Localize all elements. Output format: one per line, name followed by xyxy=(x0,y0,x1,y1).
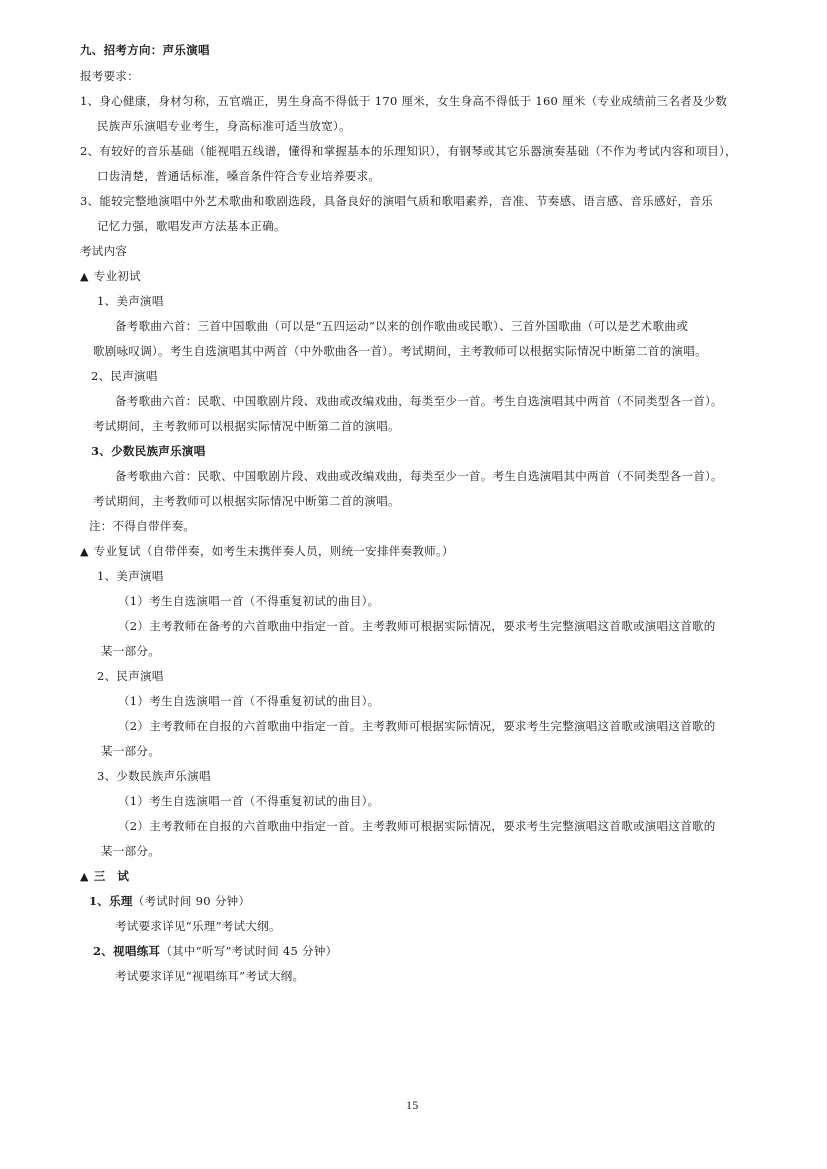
round3-title: 三 试 xyxy=(93,869,130,883)
requirement-2-line-1: 2、有较好的音乐基础（能视唱五线谱，懂得和掌握基本的乐理知识），有钢琴或其它乐器演奏基础（不作为考试内容和项目）， xyxy=(80,144,737,158)
round3-item-1-heading-line xyxy=(89,893,250,909)
round1-item-2-line-2: 考试期间，主考教师可以根据实际情况中断第二首的演唱。 xyxy=(93,419,400,433)
round1-note: 注：不得自带伴奏。 xyxy=(89,519,196,533)
round2-item-3-p1: （1）考生自选演唱一首（不得重复初试的曲目）。 xyxy=(118,794,380,808)
round3-item-1-heading: 1、乐理 xyxy=(89,894,133,908)
round2-item-2-p2-line-2: 某一部分。 xyxy=(101,744,160,758)
round1-title: 专业初试 xyxy=(93,269,141,283)
round1-item-2-line-1: 备考歌曲六首：民歌、中国歌剧片段、戏曲或改编戏曲，每类至少一首。考生自选演唱其中两首（不同类型各一首）。 xyxy=(115,394,723,408)
round2-item-2-p1: （1）考生自选演唱一首（不得重复初试的曲目）。 xyxy=(118,694,380,708)
triangle-marker-icon: ▲ xyxy=(80,270,89,283)
requirement-2-line-2: 口齿清楚，普通话标准，嗓音条件符合专业培养要求。 xyxy=(97,169,381,183)
exam-content-heading: 考试内容 xyxy=(80,244,128,258)
requirement-3-line-1: 3、能较完整地演唱中外艺术歌曲和歌剧选段，具备良好的演唱气质和歌唱素养，音准、节奏感、语言感、音乐感好，音乐 xyxy=(80,194,714,208)
round2-item-2-p2-line-1: （2）主考教师在自报的六首歌曲中指定一首。主考教师可根据实际情况，要求考生完整演唱这首歌或演唱这首歌的 xyxy=(118,719,716,733)
round1-heading xyxy=(80,268,141,285)
triangle-marker-icon: ▲ xyxy=(80,545,89,558)
round3-item-2-heading-note: （其中“听写”考试时间 45 分钟） xyxy=(160,944,338,958)
round3-heading xyxy=(80,868,129,885)
round1-item-3-line-2: 考试期间，主考教师可以根据实际情况中断第二首的演唱。 xyxy=(93,494,400,508)
round2-item-3-heading: 3、少数民族声乐演唱 xyxy=(97,769,211,783)
page-number: 15 xyxy=(406,1098,419,1112)
round1-item-2-heading: 2、民声演唱 xyxy=(91,369,158,383)
section-title: 九、招考方向：声乐演唱 xyxy=(80,43,210,57)
round2-item-1-p1: （1）考生自选演唱一首（不得重复初试的曲目）。 xyxy=(118,594,380,608)
requirement-3-line-2: 记忆力强，歌唱发声方法基本正确。 xyxy=(97,219,286,233)
round2-item-1-p2-line-1: （2）主考教师在备考的六首歌曲中指定一首。主考教师可根据实际情况，要求考生完整演唱这首歌或演唱这首歌的 xyxy=(118,619,716,633)
round2-heading xyxy=(80,543,454,560)
round2-item-3-p2-line-2: 某一部分。 xyxy=(101,844,160,858)
round2-item-2-heading: 2、民声演唱 xyxy=(97,669,164,683)
round2-item-1-heading: 1、美声演唱 xyxy=(97,569,164,583)
round1-item-3-heading: 3、少数民族声乐演唱 xyxy=(91,444,206,458)
round1-item-3-line-1: 备考歌曲六首：民歌、中国歌剧片段、戏曲或改编戏曲，每类至少一首。考生自选演唱其中两首（不同类型各一首）。 xyxy=(115,469,723,483)
round3-item-2-heading: 2、视唱练耳 xyxy=(93,944,161,958)
round3-item-1-line: 考试要求详见“乐理”考试大纲。 xyxy=(115,919,281,933)
requirements-heading: 报考要求： xyxy=(80,69,139,83)
round2-item-3-p2-line-1: （2）主考教师在自报的六首歌曲中指定一首。主考教师可根据实际情况，要求考生完整演唱这首歌或演唱这首歌的 xyxy=(118,819,716,833)
requirement-1-line-1: 1、身心健康，身材匀称，五官端正，男生身高不得低于 170 厘米，女生身高不得低于 160 厘米（专业成绩前三名者及少数 xyxy=(80,94,728,108)
round3-item-1-heading-note: （考试时间 90 分钟） xyxy=(132,894,251,908)
round3-item-2-line: 考试要求详见“视唱练耳”考试大纲。 xyxy=(115,969,305,983)
requirement-1-line-2: 民族声乐演唱专业考生，身高标准可适当放宽）。 xyxy=(97,119,351,133)
triangle-marker-icon: ▲ xyxy=(80,870,89,883)
round1-item-1-line-2: 歌剧咏叹调）。考生自选演唱其中两首（中外歌曲各一首）。考试期间，主考教师可以根据实际情况中断第二首的演唱。 xyxy=(93,344,707,358)
round1-item-1-line-1: 备考歌曲六首：三首中国歌曲（可以是“五四运动”以来的创作歌曲或民歌）、三首外国歌曲（可以是艺术歌曲或 xyxy=(115,319,689,333)
round2-item-1-p2-line-2: 某一部分。 xyxy=(101,644,160,658)
round1-item-1-heading: 1、美声演唱 xyxy=(97,294,164,308)
round3-item-2-heading-line xyxy=(93,943,337,959)
round2-title: 专业复试（自带伴奏，如考生未携伴奏人员，则统一安排伴奏教师。） xyxy=(93,544,454,558)
